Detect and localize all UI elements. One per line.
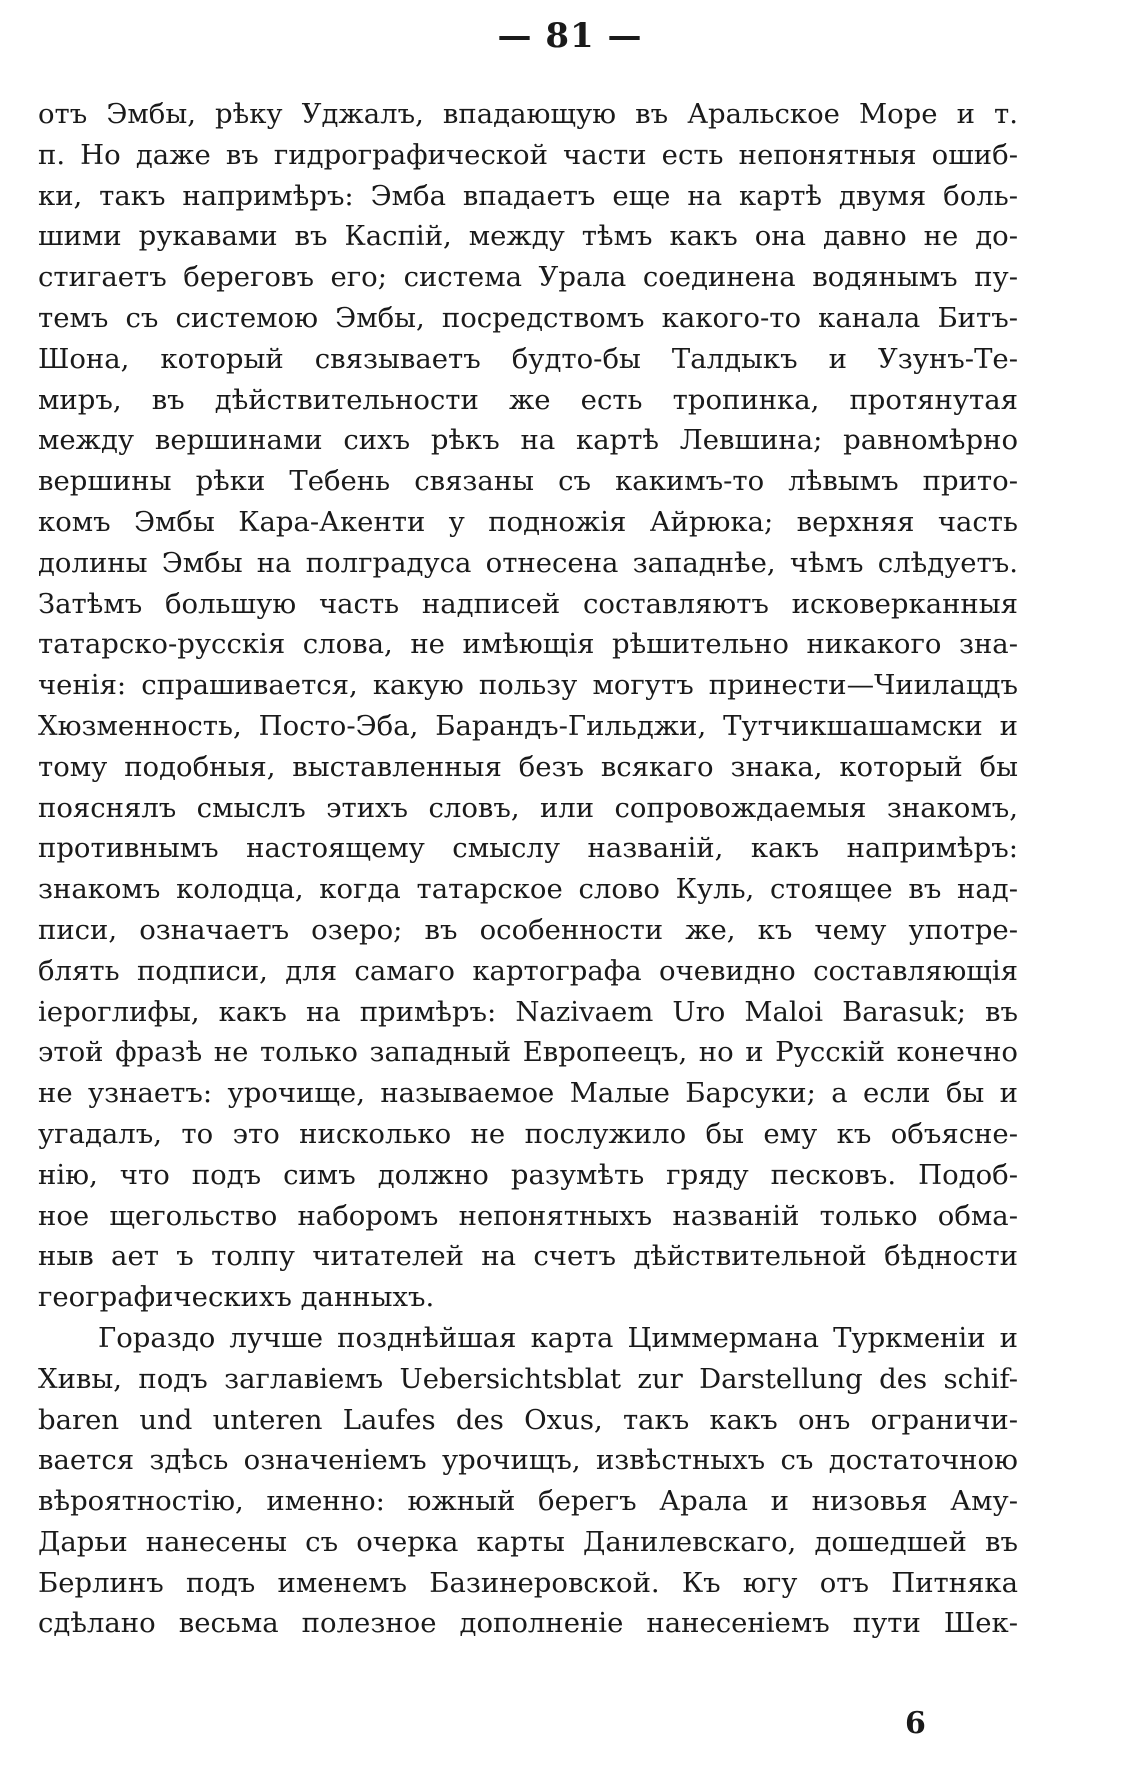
signature-mark: 6 <box>905 1706 926 1741</box>
text-line: Затѣмъ большую часть надписей составляютъ исковерканныя <box>38 587 1018 620</box>
text-line: Гораздо лучше позднѣйшая карта Циммермана Туркменіи и <box>98 1321 1018 1354</box>
text-line: отъ Эмбы, рѣку Уджалъ, впадающую въ Аральское Море и т. <box>38 98 1018 130</box>
text-line: Хивы, подъ заглавіемъ Uebersichtsblat zur Darstellung des schif- <box>38 1362 1018 1395</box>
text-line: baren und unteren Laufes des Oxus, такъ какъ онъ ограничи- <box>38 1403 1018 1436</box>
text-line: комъ Эмбы Кара-Акенти у подножія Айрюка; верхняя часть <box>38 505 1018 538</box>
text-line: темъ съ системою Эмбы, посредствомъ какого-то канала Битъ- <box>38 301 1018 334</box>
text-line: ченія: спрашивается, какую пользу могутъ принести—Чиилацдъ <box>38 669 1018 702</box>
text-line: п. Но даже въ гидрографической части есть непонятныя ошиб- <box>38 138 1018 171</box>
text-line: Берлинъ подъ именемъ Базинеровской. Къ югу отъ Питняка <box>38 1566 1018 1599</box>
text-line: шими рукавами въ Каспій, между тѣмъ какъ она давно не до- <box>38 220 1018 253</box>
text-line: географическихъ данныхъ. <box>38 1281 435 1314</box>
text-line: не узнаетъ: урочище, называемое Малые Барсуки; а если бы и <box>38 1077 1018 1110</box>
text-line: іероглифы, какъ на примѣръ: Nazivaem Uro Maloi Barasuk; въ <box>38 995 1018 1028</box>
text-line: татарско-русскія слова, не имѣющія рѣшительно никакого зна- <box>38 628 1018 661</box>
text-line: пояснялъ смыслъ этихъ словъ, или сопровождаемыя знакомъ, <box>38 791 1018 824</box>
text-line: этой фразѣ не только западный Европеецъ, но и Русскій конечно <box>38 1036 1018 1069</box>
text-line: ныв ает ъ толпу читателей на счетъ дѣйствительной бѣдности <box>38 1240 1018 1273</box>
text-line: Шона, который связываетъ будто-бы Талдыкъ и Узунъ-Те- <box>38 342 1018 375</box>
text-line: угадалъ, то это нисколько не послужило бы ему къ объясне- <box>38 1117 1018 1150</box>
body-text <box>38 94 1018 1644</box>
text-line: долины Эмбы на полградуса отнесена западнѣе, чѣмъ слѣдуетъ. <box>38 546 1018 579</box>
page-number: — 81 — <box>497 16 643 56</box>
text-line: писи, означаетъ озеро; въ особенности же, къ чему употре- <box>38 913 1018 946</box>
text-line: тому подобныя, выставленныя безъ всякаго знака, который бы <box>38 750 1018 783</box>
text-line: вершины рѣки Тебень связаны съ какимъ-то лѣвымъ прито- <box>38 465 1018 498</box>
text-line: Дарьи нанесены съ очерка карты Данилевскаго, дошедшей въ <box>38 1525 1018 1558</box>
text-line: знакомъ колодца, когда татарское слово Куль, стоящее въ над- <box>38 873 1018 906</box>
text-line: вается здѣсь означеніемъ урочищъ, извѣстныхъ съ достаточною <box>38 1444 1018 1477</box>
text-line: между вершинами сихъ рѣкъ на картѣ Левшина; равномѣрно <box>38 424 1018 457</box>
text-line: Хюзменность, Посто-Эба, Барандъ-Гильджи, Тутчикшашамски и <box>38 709 1018 742</box>
text-line: блять подписи, для самаго картографа очевидно составляющія <box>38 954 1018 987</box>
text-line: нію, что подъ симъ должно разумѣть гряду песковъ. Подоб- <box>38 1158 1018 1191</box>
text-line: ное щегольство наборомъ непонятныхъ названій только обма- <box>38 1199 1018 1232</box>
text-line: вѣроятностію, именно: южный берегъ Арала и низовья Аму- <box>38 1485 1018 1518</box>
text-line: сдѣлано весьма полезное дополненіе нанесеніемъ пути Шек- <box>38 1607 1018 1640</box>
text-line: ки, такъ напримѣръ: Эмба впадаетъ еще на картѣ двумя боль- <box>38 179 1018 212</box>
text-line: миръ, въ дѣйствительности же есть тропинка, протянутая <box>38 383 1018 416</box>
text-line: стигаетъ береговъ его; система Урала соединена водянымъ пу- <box>38 261 1018 294</box>
text-line: противнымъ настоящему смыслу названій, какъ напримѣръ: <box>38 832 1018 865</box>
